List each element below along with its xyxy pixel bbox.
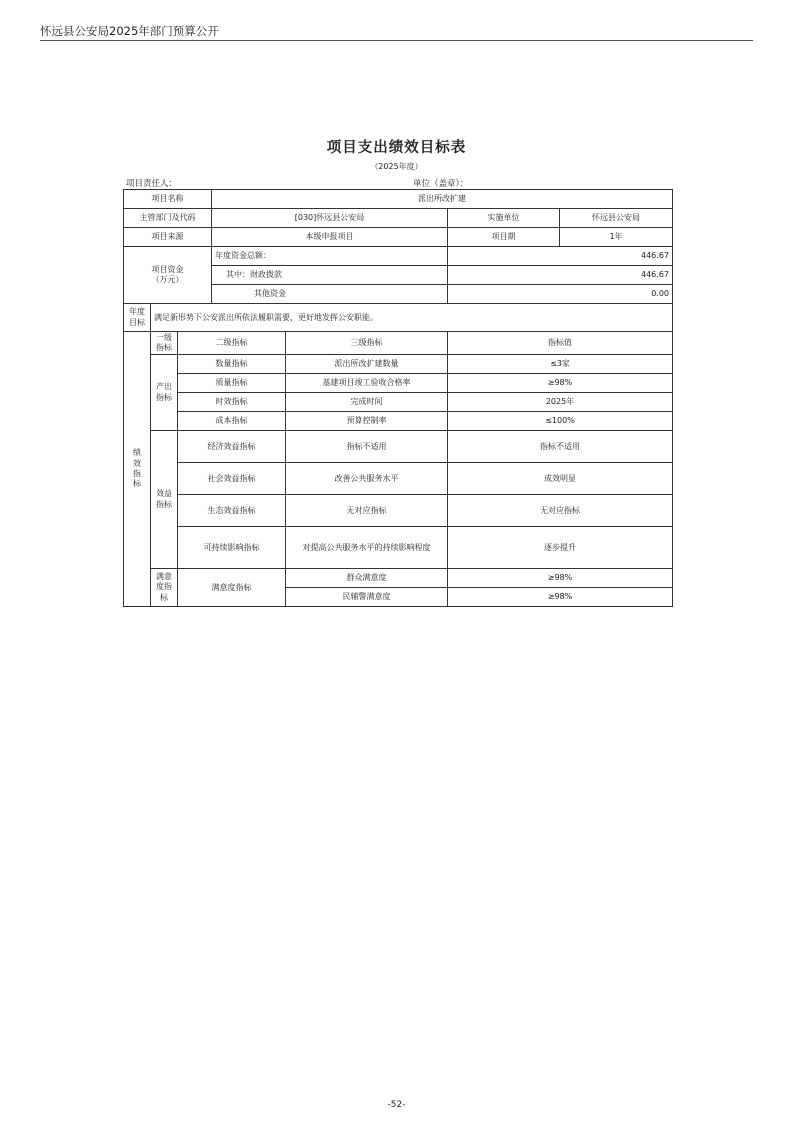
benefit-value: 指标不适用 (448, 431, 673, 463)
table-row (124, 393, 673, 412)
output-l3: 派出所改扩建数量 (286, 355, 448, 374)
table-row (124, 431, 673, 463)
table-row (124, 355, 673, 374)
benefit-l2: 生态效益指标 (178, 495, 286, 527)
page-number: -52- (387, 1100, 406, 1110)
period-label: 项目期 (448, 228, 560, 247)
dept-value: [030]怀远县公安局 (212, 209, 448, 228)
benefit-l2: 社会效益指标 (178, 463, 286, 495)
table-row (124, 304, 673, 332)
document-subtitle: （2025年度） (370, 162, 423, 171)
performance-target-table (123, 189, 673, 607)
output-l3: 基建项目竣工验收合格率 (286, 374, 448, 393)
satisfaction-indicator-label: 满意 度指 标 (151, 569, 178, 607)
benefit-l3: 指标不适用 (286, 431, 448, 463)
funds-label: 项目资金 （万元） (124, 247, 212, 304)
annual-goal-value: 满足新形势下公安派出所依法履职需要，更好地发挥公安职能。 (151, 304, 673, 332)
col-level2-header: 二级指标 (178, 332, 286, 355)
source-value: 本级申报项目 (212, 228, 448, 247)
satisfaction-l3: 群众满意度 (286, 569, 448, 588)
project-name-value: 派出所改扩建 (212, 190, 673, 209)
benefit-value: 无对应指标 (448, 495, 673, 527)
funds-total-value: 446.67 (448, 247, 673, 266)
project-name-label: 项目名称 (124, 190, 212, 209)
unit-label: 单位（盖章）： (413, 179, 469, 189)
perf-indicator-label: 绩 效 指 标 (124, 332, 151, 607)
satisfaction-value: ≥98% (448, 569, 673, 588)
output-value: ≤100% (448, 412, 673, 431)
output-l2: 数量指标 (178, 355, 286, 374)
satisfaction-l2: 满意度指标 (178, 569, 286, 607)
output-indicator-label: 产出 指标 (151, 355, 178, 431)
benefit-indicator-label: 效益 指标 (151, 431, 178, 569)
table-row (124, 190, 673, 209)
benefit-l2: 可持续影响指标 (178, 527, 286, 569)
output-value: ≤3家 (448, 355, 673, 374)
funds-other-label: 其他资金 (212, 285, 448, 304)
period-value: 1年 (560, 228, 673, 247)
benefit-l3: 无对应指标 (286, 495, 448, 527)
output-l2: 时效指标 (178, 393, 286, 412)
table-row (124, 332, 673, 355)
output-l2: 质量指标 (178, 374, 286, 393)
document-title: 项目支出绩效目标表 (326, 140, 467, 156)
responsible-label: 项目责任人： (126, 179, 178, 189)
output-value: 2025年 (448, 393, 673, 412)
table-row (124, 495, 673, 527)
benefit-l2: 经济效益指标 (178, 431, 286, 463)
table-row (124, 209, 673, 228)
page-header-title: 怀远县公安局2025年部门预算公开 (40, 24, 219, 38)
table-row (124, 374, 673, 393)
funds-fiscal-label: 其中：财政拨款 (212, 266, 448, 285)
output-l3: 预算控制率 (286, 412, 448, 431)
table-row (124, 247, 673, 266)
funds-total-label: 年度资金总额： (212, 247, 448, 266)
table-row (124, 228, 673, 247)
impl-label: 实施单位 (448, 209, 560, 228)
col-level1-header: 一级 指标 (151, 332, 178, 355)
col-value-header: 指标值 (448, 332, 673, 355)
benefit-l3: 改善公共服务水平 (286, 463, 448, 495)
table-row (124, 569, 673, 588)
table-row (124, 527, 673, 569)
funds-fiscal-value: 446.67 (448, 266, 673, 285)
source-label: 项目来源 (124, 228, 212, 247)
table-row (124, 463, 673, 495)
benefit-l3: 对提高公共服务水平的持续影响程度 (286, 527, 448, 569)
dept-label: 主管部门及代码 (124, 209, 212, 228)
annual-goal-label: 年度 目标 (124, 304, 151, 332)
satisfaction-l3: 民辅警满意度 (286, 588, 448, 607)
output-l2: 成本指标 (178, 412, 286, 431)
table-row (124, 412, 673, 431)
funds-other-value: 0.00 (448, 285, 673, 304)
col-level3-header: 三级指标 (286, 332, 448, 355)
header-divider (40, 40, 753, 41)
benefit-value: 成效明显 (448, 463, 673, 495)
satisfaction-value: ≥98% (448, 588, 673, 607)
output-l3: 完成时间 (286, 393, 448, 412)
impl-value: 怀远县公安局 (560, 209, 673, 228)
benefit-value: 逐步提升 (448, 527, 673, 569)
output-value: ≥98% (448, 374, 673, 393)
